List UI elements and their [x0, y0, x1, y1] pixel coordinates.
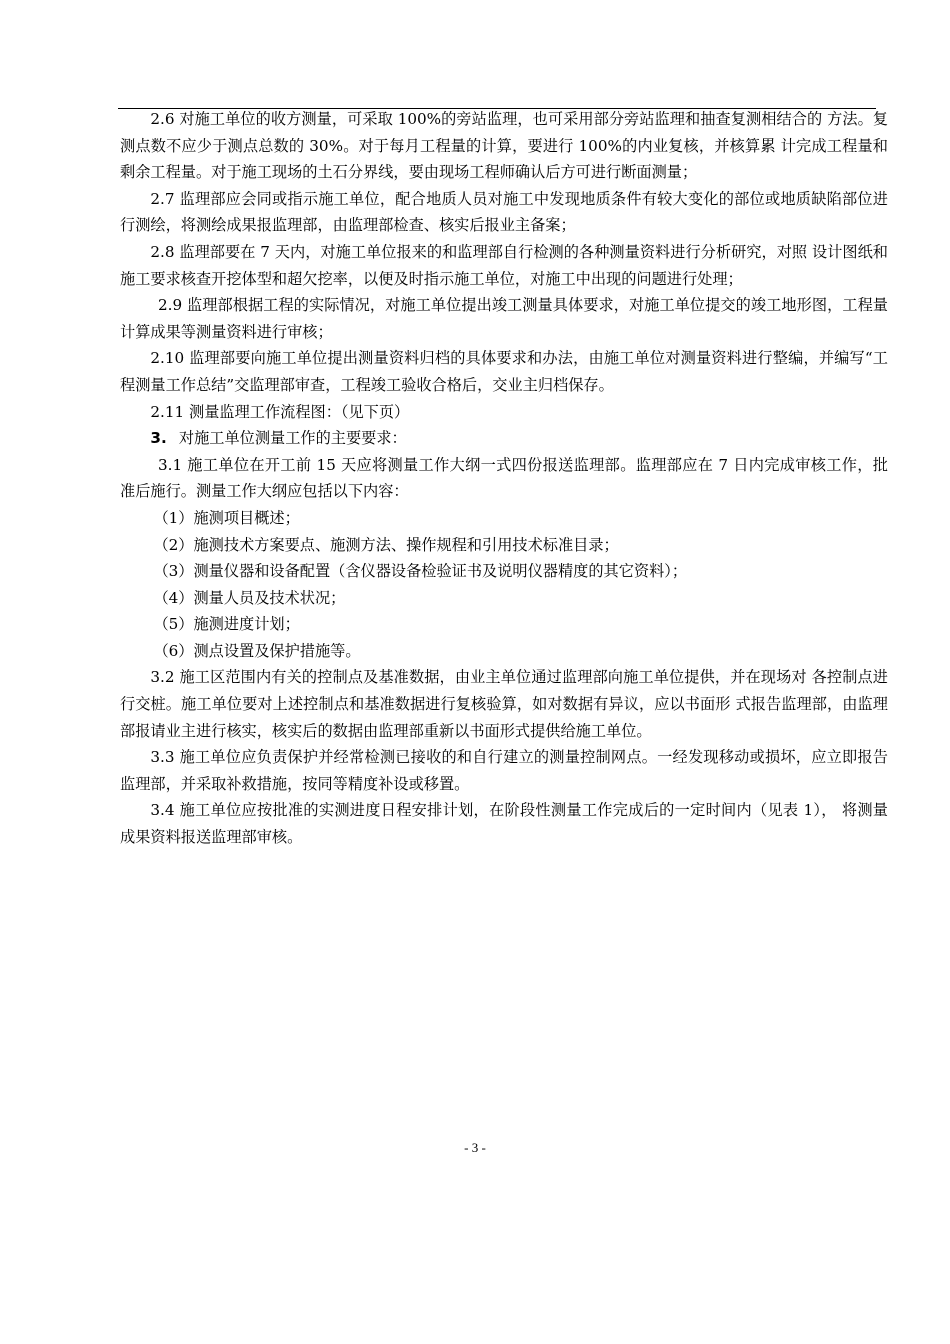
paragraph-3-4: 3.4 施工单位应按批准的实测进度日程安排计划，在阶段性测量工作完成后的一定时间内（见表 1）， 将测量成果资料报送监理部审核。 [120, 801, 888, 847]
paragraph-2-10: 2.10 监理部要向施工单位提出测量资料归档的具体要求和办法，由施工单位对测量资料进行整编，并编写“工程测量工作总结”交监理部审查，工程竣工验收合格后，交业主归档保存。 [120, 349, 888, 394]
list-item: （1）施测项目概述； [153, 508, 300, 527]
section-3-title: 对施工单位测量工作的主要要求： [178, 429, 407, 448]
paragraph-2-6: 2.6 对施工单位的收方测量，可采取 100%的旁站监理，也可采用部分旁站监理和抽查复测相结合的 方法。复测点数不应少于测点总数的 30%。对于每月工程量的计算，要进行 100%的内业复核，并核算累 计完成工程量和剩余工程量。对于施工现场的土石分界线，要由现场工程师确认后方可进行断面测量； [120, 110, 888, 182]
list-item: （5）施测进度计划； [153, 615, 300, 634]
paragraph-3-1: 3.1 施工单位在开工前 15 天应将测量工作大纲一式四份报送监理部。监理部应在 7 日内完成审核工作，批准后施行。测量工作大纲应包括以下内容： [120, 455, 888, 501]
page-number: - 3 - [464, 1140, 486, 1155]
paragraph-2-11: 2.11 测量监理工作流程图：（见下页） [150, 402, 410, 421]
paragraph-3-3: 3.3 施工单位应负责保护并经常检测已接收的和自行建立的测量控制网点。一经发现移动或损坏，应立即报告监理部，并采取补救措施，按同等精度补设或移置。 [120, 748, 888, 793]
list-item: （3）测量仪器和设备配置（含仪器设备检验证书及说明仪器精度的其它资料）； [153, 562, 688, 581]
paragraph-2-7: 2.7 监理部应会同或指示施工单位，配合地质人员对施工中发现地质条件有较大变化的部位或地质缺陷部位进行测绘，将测绘成果报监理部，由监理部检查、核实后报业主备案； [120, 189, 888, 235]
list-item: （4）测量人员及技术状况； [153, 588, 346, 607]
list-item: （6）测点设置及保护措施等。 [153, 641, 361, 660]
paragraph-2-8: 2.8 监理部要在 7 天内，对施工单位报来的和监理部自行检测的各种测量资料进行分析研究，对照 设计图纸和施工要求核查开挖体型和超欠挖率，以便及时指示施工单位，对施工中出现的问题进行处理； [120, 242, 888, 288]
list-item: （2）施测技术方案要点、施测方法、操作规程和引用技术标准目录； [153, 535, 619, 554]
paragraph-3-2: 3.2 施工区范围内有关的控制点及基准数据，由业主单位通过监理部向施工单位提供，并在现场对 各控制点进行交桩。施工单位要对上述控制点和基准数据进行复核验算，如对数据有异议，应以书面形 式报告监理部，由监理部报请业主进行核实，核实后的数据由监理部重新以书面形式提供给施工单位。 [120, 668, 888, 740]
section-3-number: 3. [150, 429, 167, 448]
section-3-heading [120, 425, 888, 452]
paragraph-2-9: 2.9 监理部根据工程的实际情况，对施工单位提出竣工测量具体要求，对施工单位提交的竣工地形图，工程量计算成果等测量资料进行审核； [120, 296, 888, 341]
document-body [120, 106, 888, 851]
